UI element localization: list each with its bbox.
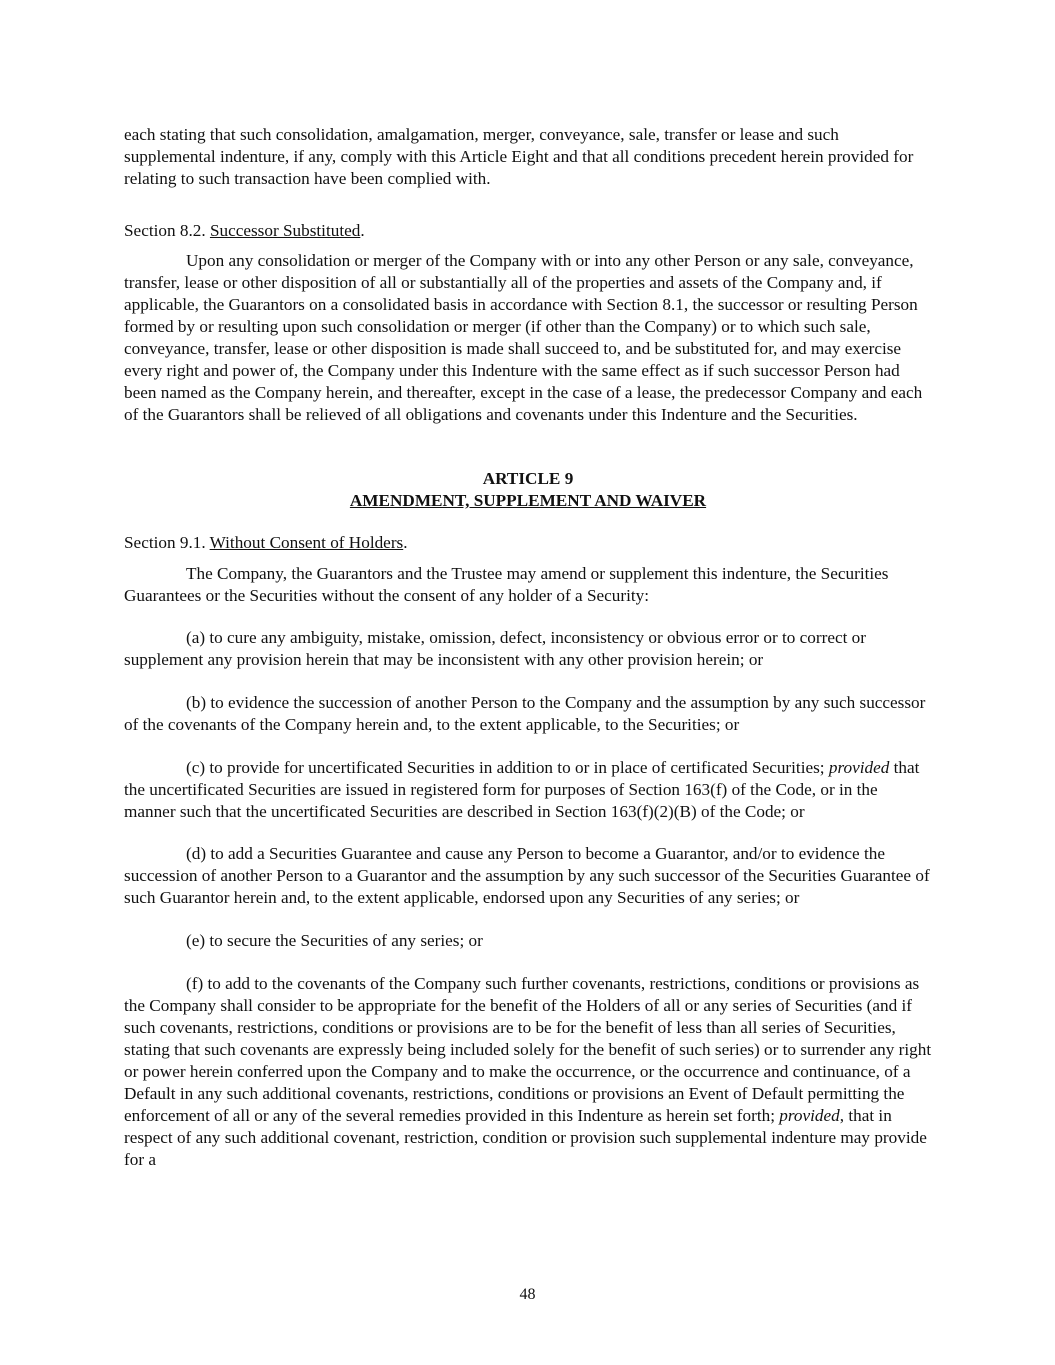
clause-f-provided: provided xyxy=(779,1106,840,1125)
clause-c-text-1: (c) to provide for uncertificated Securities in addition to or in place of certificated Securities; xyxy=(186,758,829,777)
article-number: ARTICLE 9 xyxy=(482,469,574,488)
clause-d: (d) to add a Securities Guarantee and cause any Person to become a Guarantor, and/or to evidence the succession of another Person to a Guarantor and the assumption by any such successor of the Securities Guarantee of such Guarantor herein and, to the extent applicable, endorsed upon any Securities of any series; or xyxy=(124,844,930,907)
section-8-2-title: Successor Substituted xyxy=(209,221,361,240)
page-number: 48 xyxy=(519,1286,536,1303)
clause-c xyxy=(124,757,932,823)
article-title-text: AMENDMENT, SUPPLEMENT AND WAIVER xyxy=(349,491,707,510)
clause-c-provided: provided xyxy=(828,758,890,777)
section-9-1-prefix: Section 9.1. xyxy=(124,533,210,552)
section-8-2-suffix: . xyxy=(360,221,365,240)
clause-f xyxy=(124,973,932,1171)
section-9-1-suffix: . xyxy=(403,533,408,552)
section-8-2-body: Upon any consolidation or merger of the Company with or into any other Person or any sale, conveyance, transfer, lease or other disposition of all or substantially all of the properties and assets of the Company and, if applicable, the Guarantors on a consolidated basis in accordance with Section 8.1, the successor or resulting Person formed by or resulting upon such consolidation or merger (if other than the Company) or to which such sale, conveyance, transfer, lease or other disposition is made shall succeed to, and be substituted for, and may exercise every right and power of, the Company under this Indenture with the same effect as if such successor Person had been named as the Company herein, and thereafter, except in the case of a lease, the predecessor Company and each of the Guarantors shall be relieved of all obligations and covenants under this Indenture and the Securities. xyxy=(124,251,923,424)
clause-e: (e) to secure the Securities of any series; or xyxy=(186,931,483,950)
section-8-2-prefix: Section 8.2. xyxy=(124,221,210,240)
section-8-2-heading xyxy=(124,220,932,242)
clause-f-text-2: , that in respect of any such additional covenant, restriction, condition or provision such supplemental indenture may provide for a xyxy=(124,1106,927,1169)
clause-a: (a) to cure any ambiguity, mistake, omission, defect, inconsistency or obvious error or to correct or supplement any provision herein that may be inconsistent with any other provision herein; or xyxy=(124,628,866,669)
section-9-1-heading xyxy=(124,532,932,554)
article-title xyxy=(124,490,932,512)
clause-c-text-2: that the uncertificated Securities are issued in registered form for purposes of Section 163(f) of the Code, or in the manner such that the uncertificated Securities are described in Section 163(f)(2)(B) of the Code; or xyxy=(124,758,920,821)
section-9-1-title: Without Consent of Holders xyxy=(209,533,404,552)
continuation-paragraph: each stating that such consolidation, amalgamation, merger, conveyance, sale, transfer or lease and such supplemental indenture, if any, comply with this Article Eight and that all conditions precedent herein provided for relating to such transaction have been complied with. xyxy=(124,125,914,188)
section-9-1-intro: The Company, the Guarantors and the Trustee may amend or supplement this indenture, the Securities Guarantees or the Securities without the consent of any holder of a Security: xyxy=(124,564,889,605)
clause-f-text-1: (f) to add to the covenants of the Company such further covenants, restrictions, conditions or provisions as the Company shall consider to be appropriate for the benefit of the Holders of all or any series of Securities (and if such covenants, restrictions, conditions or provisions are to be for the benefit of less than all series of Securities, stating that such covenants are expressly being included solely for the benefit of such series) or to surrender any right or power herein conferred upon the Company and to make the occurrence, or the occurrence and continuance, of a Default in any such additional covenants, restrictions, conditions or provisions an Event of Default permitting the enforcement of all or any of the several remedies provided in this Indenture as herein set forth; xyxy=(124,974,932,1125)
clause-b: (b) to evidence the succession of another Person to the Company and the assumption by any such successor of the covenants of the Company herein and, to the extent applicable, to the Securities; or xyxy=(124,693,926,734)
document-page xyxy=(124,124,932,1171)
